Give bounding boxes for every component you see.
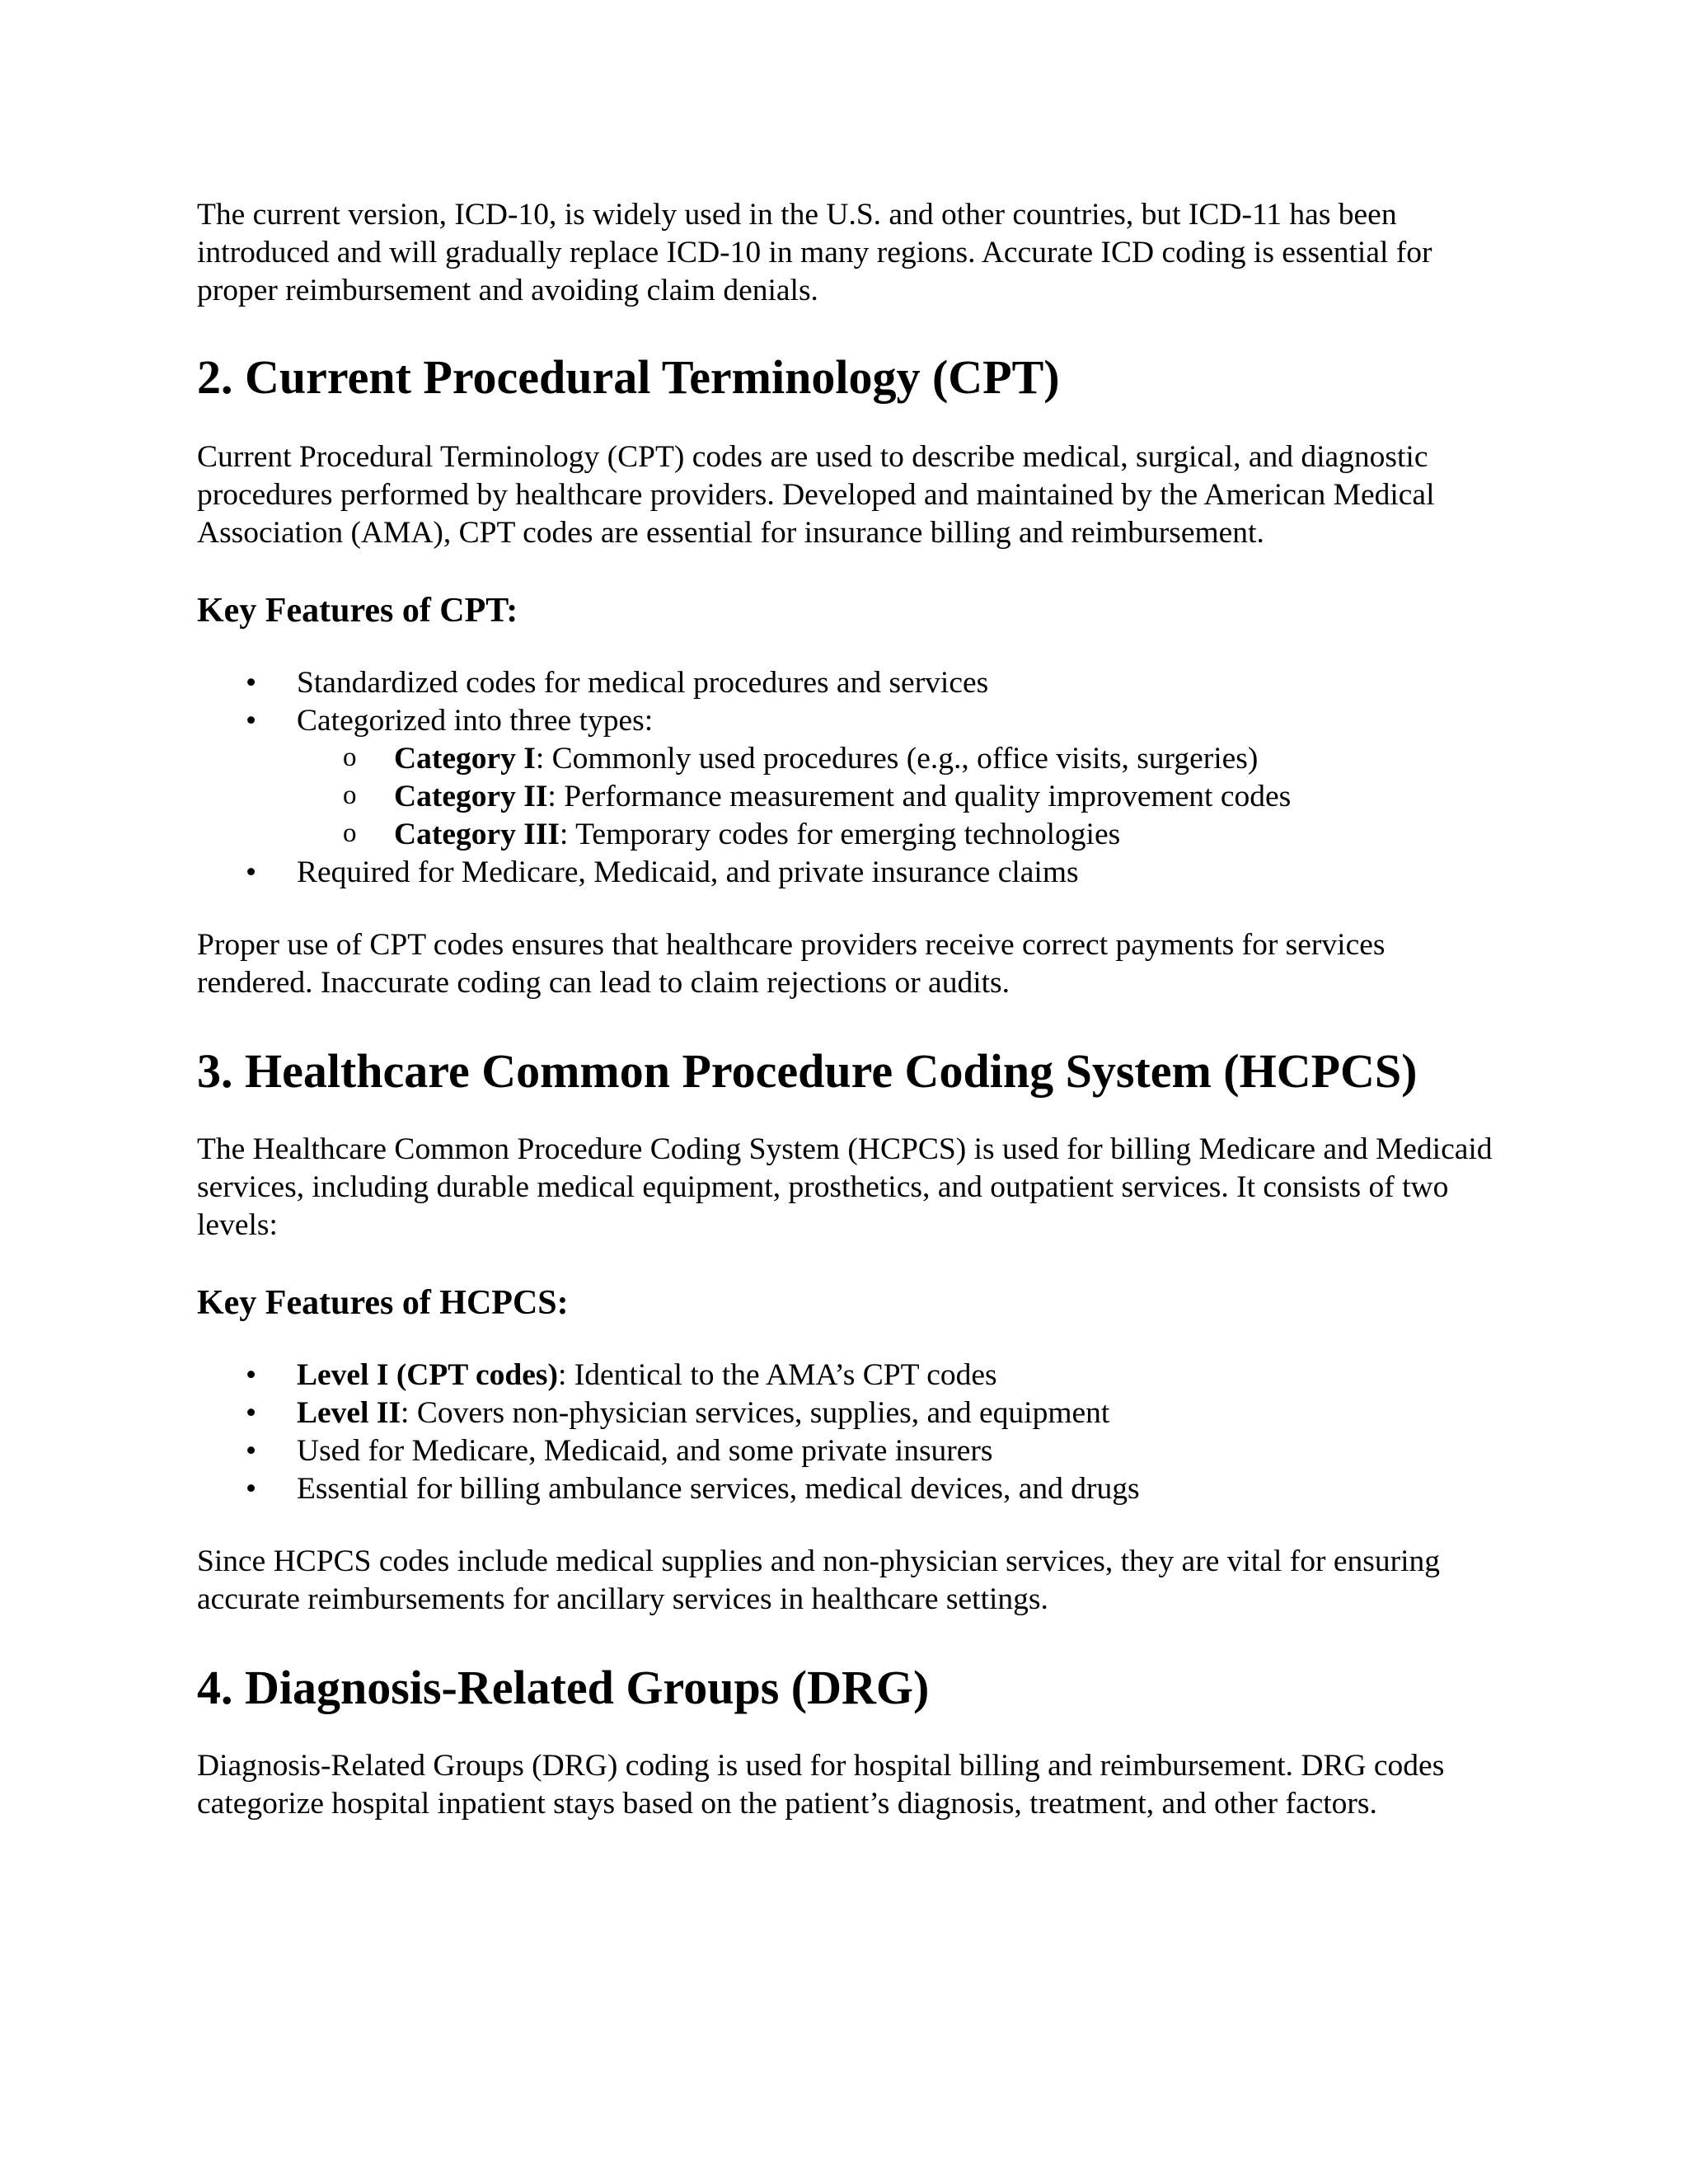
list-item: • Level II: Covers non-physician services, supplies, and equipment: [197, 1394, 1499, 1432]
cpt-category-list: [197, 740, 1499, 854]
cpt-feature-list: [197, 664, 1499, 740]
cpt-feature-list-cont: [197, 854, 1499, 892]
document-page: [197, 196, 1499, 1823]
drg-paragraph-1: Diagnosis-Related Groups (DRG) coding is used for hospital billing and reimbursement. DRG codes categorize hospital inpatient stays based on the patient’s diagnosis, treatment, and other factors.: [197, 1749, 1445, 1821]
cpt-heading: 2. Current Procedural Terminology (CPT): [197, 350, 1060, 404]
list-item: • Categorized into three types:: [197, 702, 1499, 740]
hcpcs-heading: 3. Healthcare Common Procedure Coding System (HCPCS): [197, 1044, 1418, 1098]
list-item: • Used for Medicare, Medicaid, and some private insurers: [197, 1432, 1499, 1470]
list-item: o Category II: Performance measurement and quality improvement codes: [294, 778, 1499, 816]
list-item: o Category III: Temporary codes for emerging technologies: [294, 816, 1499, 854]
list-item: • Required for Medicare, Medicaid, and private insurance claims: [197, 854, 1499, 892]
cpt-paragraph-2: Proper use of CPT codes ensures that healthcare providers receive correct payments for services rendered. Inaccurate coding can lead to claim rejections or audits.: [197, 928, 1386, 1000]
list-item: o Category I: Commonly used procedures (e.g., office visits, surgeries): [294, 740, 1499, 778]
hcpcs-paragraph-1: The Healthcare Common Procedure Coding System (HCPCS) is used for billing Medicare and Medicaid services, including durable medical equipment, prosthetics, and outpatient services. It consists of two levels:: [197, 1132, 1493, 1242]
drg-heading: 4. Diagnosis-Related Groups (DRG): [197, 1661, 930, 1714]
cpt-subheading: Key Features of CPT:: [197, 592, 518, 630]
hcpcs-paragraph-2: Since HCPCS codes include medical supplies and non-physician services, they are vital for ensuring accurate reimbursements for ancillary services in healthcare settings.: [197, 1544, 1440, 1616]
list-item: • Essential for billing ambulance services, medical devices, and drugs: [197, 1470, 1499, 1508]
list-item: • Level I (CPT codes): Identical to the AMA’s CPT codes: [197, 1357, 1499, 1394]
hcpcs-feature-list: [197, 1357, 1499, 1508]
list-item: • Standardized codes for medical procedures and services: [197, 664, 1499, 702]
hcpcs-subheading: Key Features of HCPCS:: [197, 1284, 569, 1322]
intro-paragraph: The current version, ICD-10, is widely used in the U.S. and other countries, but ICD-11 has been introduced and will gradually replace ICD-10 in many regions. Accurate ICD coding is essential for proper reimbursement and avoiding claim denials.: [197, 198, 1432, 307]
cpt-paragraph-1: Current Procedural Terminology (CPT) codes are used to describe medical, surgical, and diagnostic procedures performed by healthcare providers. Developed and maintained by the American Medical Association (AMA), CPT codes are essential for insurance billing and reimbursement.: [197, 440, 1435, 550]
